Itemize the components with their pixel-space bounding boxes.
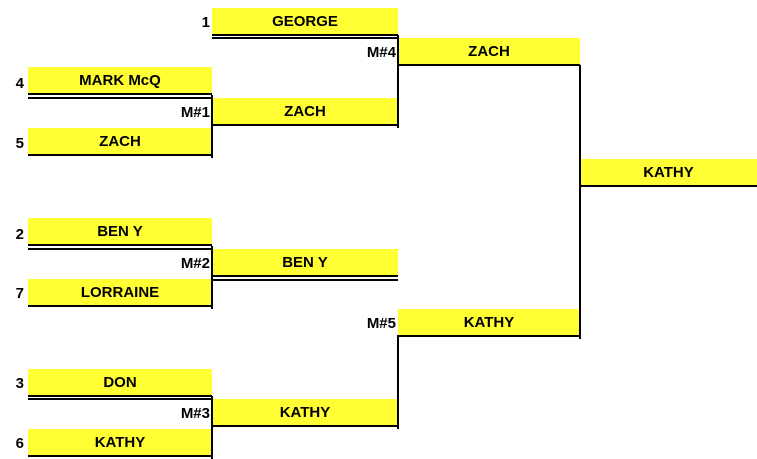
entrant-slot: DON [28, 369, 212, 397]
match-label: M#1 [180, 103, 210, 121]
connector-line [397, 35, 399, 128]
match-winner-slot: KATHY [212, 399, 398, 427]
match-winner-slot: KATHY [398, 309, 580, 337]
connector-line [212, 279, 398, 281]
match-winner-slot: BEN Y [212, 249, 398, 277]
entrant-slot: MARK McQ [28, 67, 212, 95]
connector-line [397, 335, 399, 429]
match-label: M#2 [180, 254, 210, 272]
connector-line [28, 248, 212, 250]
seed-number: 7 [15, 284, 24, 302]
match-label: M#3 [180, 404, 210, 422]
seed-number: 1 [201, 13, 210, 31]
entrant-slot: GEORGE [212, 8, 398, 36]
entrant-slot: KATHY [28, 429, 212, 457]
entrant-slot: ZACH [28, 128, 212, 156]
connector-line [579, 65, 581, 339]
match-winner-slot: ZACH [212, 98, 398, 126]
connector-line [211, 246, 213, 309]
entrant-slot: BEN Y [28, 218, 212, 246]
match-label: M#4 [366, 43, 396, 61]
connector-line [211, 95, 213, 158]
champion-slot: KATHY [580, 159, 757, 187]
entrant-slot: LORRAINE [28, 279, 212, 307]
connector-line [211, 396, 213, 459]
connector-line [212, 37, 398, 39]
match-winner-slot: ZACH [398, 38, 580, 66]
seed-number: 5 [15, 134, 24, 152]
seed-number: 4 [15, 74, 24, 92]
seed-number: 2 [15, 225, 24, 243]
match-label: M#5 [366, 314, 396, 332]
connector-line [28, 398, 212, 400]
seed-number: 3 [15, 374, 24, 392]
connector-line [28, 97, 212, 99]
seed-number: 6 [15, 434, 24, 452]
